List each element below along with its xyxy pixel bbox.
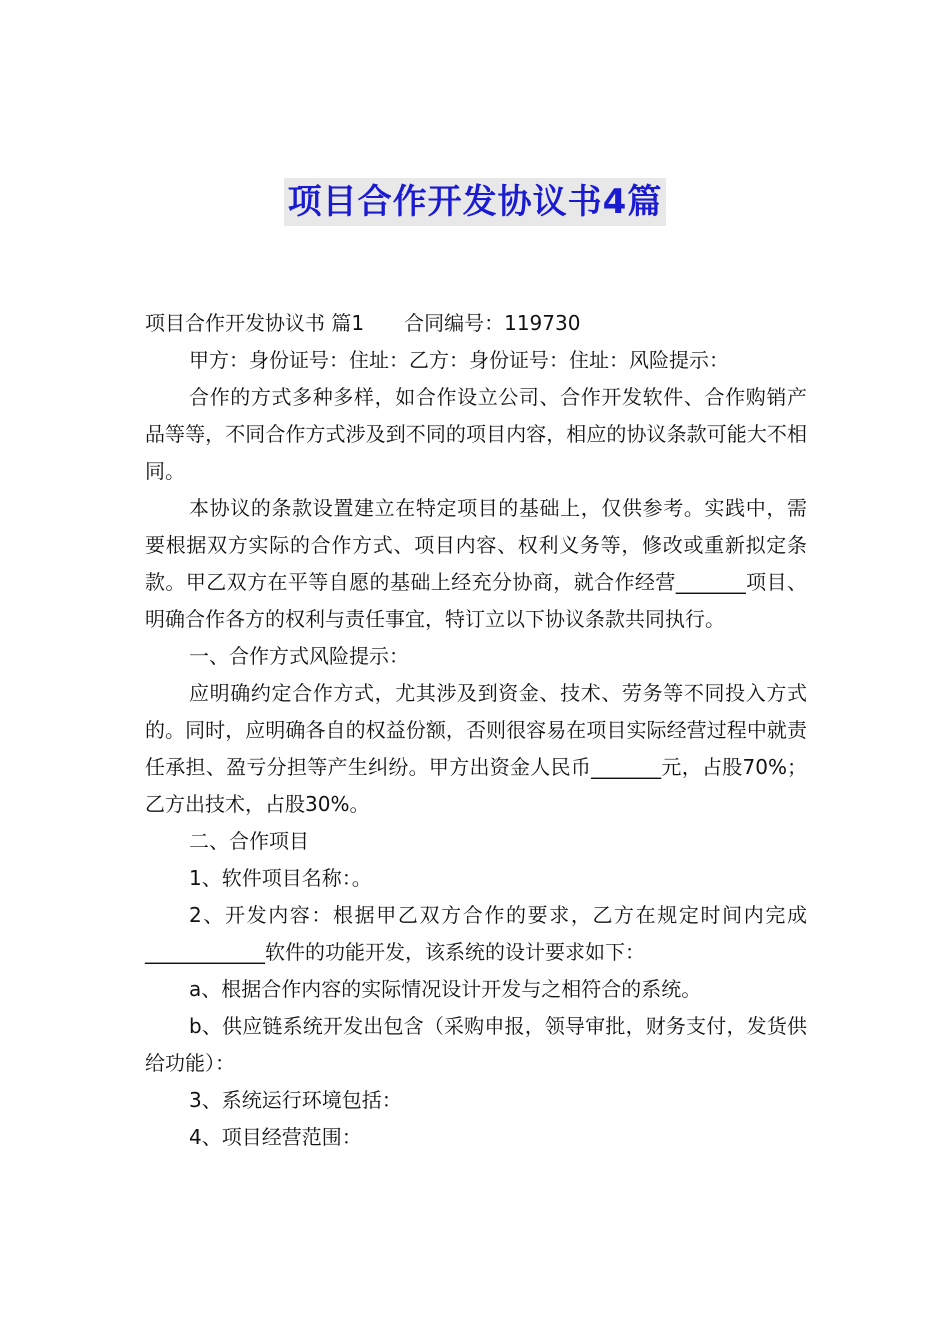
- clause-b: b、供应链系统开发出包含（采购申报，领导审批，财务支付，发货供给功能）：: [145, 1014, 807, 1075]
- section-heading-two: 二、合作项目: [189, 829, 309, 853]
- document-title: 项目合作开发协议书4篇: [284, 178, 667, 226]
- section-title: 项目合作开发协议书 篇1: [145, 311, 365, 335]
- clause-a: a、根据合作内容的实际情况设计开发与之相符合的系统。: [189, 977, 702, 1001]
- paragraph-parties: 甲方：身份证号：住址：乙方：身份证号：住址：风险提示：: [189, 348, 729, 372]
- contract-number: 合同编号：119730: [404, 311, 581, 335]
- title-container: [0, 178, 950, 226]
- paragraph-cooperation-method: 应明确约定合作方式，尤其涉及到资金、技术、劳务等不同投入方式的。同时，应明确各自的权益份额，否则很容易在项目实际经营过程中就责任承担、盈亏分担等产生纠纷。甲方出资金人民币_______元，占股70%；乙方出技术，占股30%。: [145, 681, 807, 816]
- paragraph-basis: 本协议的条款设置建立在特定项目的基础上，仅供参考。实践中，需要根据双方实际的合作方式、项目内容、权利义务等，修改或重新拟定条款。甲乙双方在平等自愿的基础上经充分协商，就合作经营_______项目、明确合作各方的权利与责任事宜，特订立以下协议条款共同执行。: [145, 496, 807, 631]
- clause-1: 1、软件项目名称：。: [189, 866, 372, 890]
- clause-4: 4、项目经营范围：: [189, 1125, 362, 1149]
- section-heading: [145, 305, 807, 342]
- section-heading-one: 一、合作方式风险提示：: [189, 644, 409, 668]
- document-body: [145, 305, 807, 1156]
- paragraph-cooperation-modes: 合作的方式多种多样，如合作设立公司、合作开发软件、合作购销产品等等，不同合作方式涉及到不同的项目内容，相应的协议条款可能大不相同。: [145, 385, 807, 483]
- clause-3: 3、系统运行环境包括：: [189, 1088, 402, 1112]
- clause-2: 2、开发内容：根据甲乙双方合作的要求，乙方在规定时间内完成____________软件的功能开发，该系统的设计要求如下：: [145, 903, 807, 964]
